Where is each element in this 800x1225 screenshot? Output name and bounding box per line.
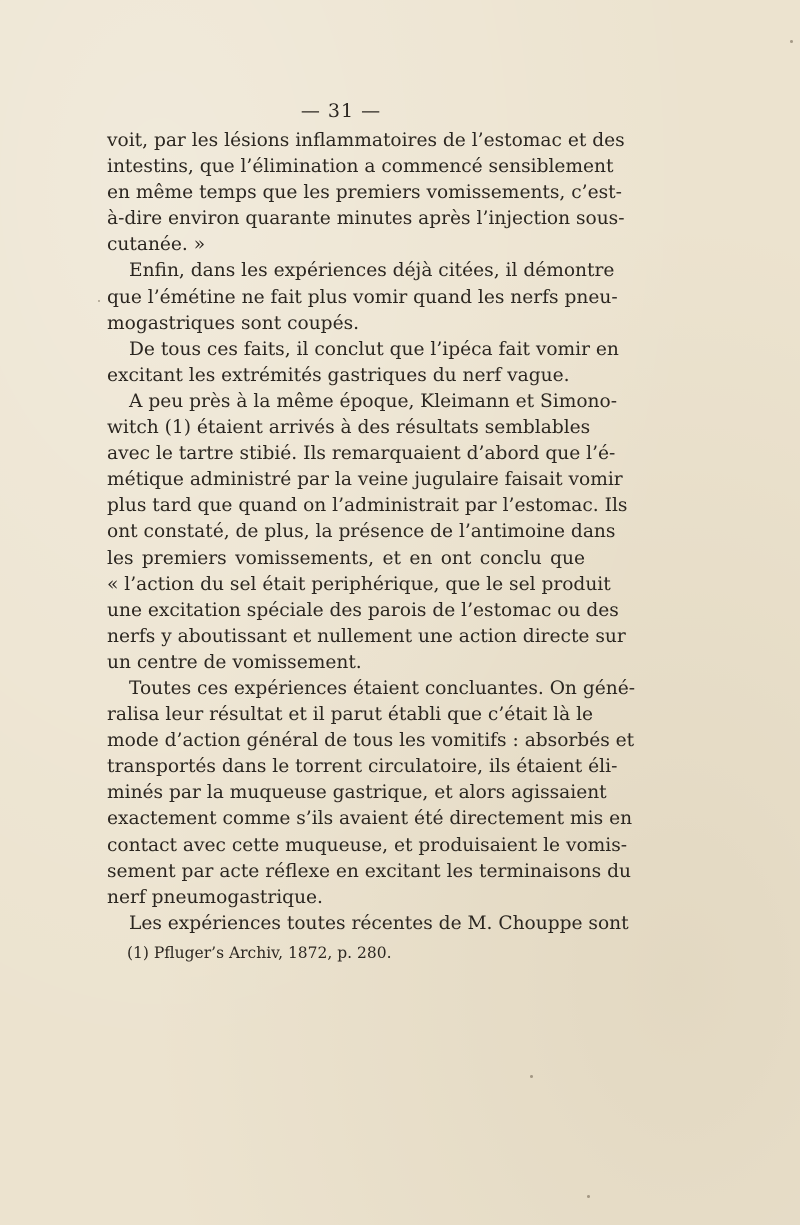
text-line: witch (1) étaient arrivés à des résultats semblables: [107, 417, 591, 439]
text-line: contact avec cette muqueuse, et produisaient le vomis-: [107, 834, 628, 856]
text-line: mogastriques sont coupés.: [107, 312, 360, 334]
text-line: excitant les extrémités gastriques du nerf vague.: [107, 364, 570, 386]
text-line: plus tard que quand on l’administrait par l’estomac. Ils: [107, 495, 628, 517]
paragraph-5: [107, 676, 635, 911]
paper-speck: [98, 300, 100, 302]
text-line: métique administré par la veine jugulaire faisait vomir: [107, 469, 623, 491]
text-line: une excitation spéciale des parois de l’estomac ou des: [107, 599, 619, 621]
text-line: Enfin, dans les expériences déjà citées, il démontre: [129, 260, 615, 282]
text-line: Les expériences toutes récentes de M. Chouppe sont: [129, 912, 629, 934]
text-line: cutanée. »: [107, 234, 206, 256]
paragraph-4: [107, 389, 628, 676]
text-line: intestins, que l’élimination a commencé sensiblement: [107, 156, 614, 178]
footnote: (1) Pfluger’s Archiv, 1872, p. 280.: [127, 944, 392, 962]
text-line: A peu près à la même époque, Kleimann et Simono-: [129, 390, 618, 412]
text-line: en même temps que les premiers vomissements, c’est-: [107, 182, 622, 204]
text-line: mode d’action général de tous les vomitifs : absorbés et: [107, 730, 635, 752]
paragraph-2: [107, 258, 618, 336]
body-text: [107, 128, 635, 937]
text-line: minés par la muqueuse gastrique, et alors agissaient: [107, 782, 607, 804]
text-line: les premiers vomissements, et en ont conclu que: [107, 547, 585, 569]
paper-speck: [530, 1075, 533, 1078]
text-line: voit, par les lésions inflammatoires de l’estomac et des: [107, 130, 625, 151]
text-line: exactement comme s’ils avaient été directement mis en: [107, 808, 633, 830]
text-line: avec le tartre stibié. Ils remarquaient d’abord que l’é-: [107, 443, 616, 465]
text-line: transportés dans le torrent circulatoire, ils étaient éli-: [107, 756, 618, 778]
text-line: à-dire environ quarante minutes après l’injection sous-: [107, 208, 625, 230]
paper-speck: [587, 1195, 590, 1198]
paper-speck: [790, 40, 793, 43]
paragraph-6: [107, 911, 629, 937]
text-line: ralisa leur résultat et il parut établi que c’était là le: [107, 704, 594, 726]
text-line: nerf pneumogastrique.: [107, 886, 323, 908]
text-line: un centre de vomissement.: [107, 651, 362, 673]
text-line: « l’action du sel était periphérique, que le sel produit: [107, 573, 611, 595]
text-line: Toutes ces expériences étaient concluantes. On géné-: [129, 677, 635, 699]
paragraph-3: [107, 337, 619, 389]
text-line: De tous ces faits, il conclut que l’ipéca fait vomir en: [129, 338, 619, 360]
text-line: que l’émétine ne fait plus vomir quand les nerfs pneu-: [107, 286, 618, 308]
page-number: — 31 —: [300, 100, 382, 122]
paragraph-1: [107, 128, 625, 258]
text-line: nerfs y aboutissant et nullement une action directe sur: [107, 625, 626, 647]
text-line: ont constaté, de plus, la présence de l’antimoine dans: [107, 521, 616, 543]
text-line: sement par acte réflexe en excitant les terminaisons du: [107, 860, 631, 882]
